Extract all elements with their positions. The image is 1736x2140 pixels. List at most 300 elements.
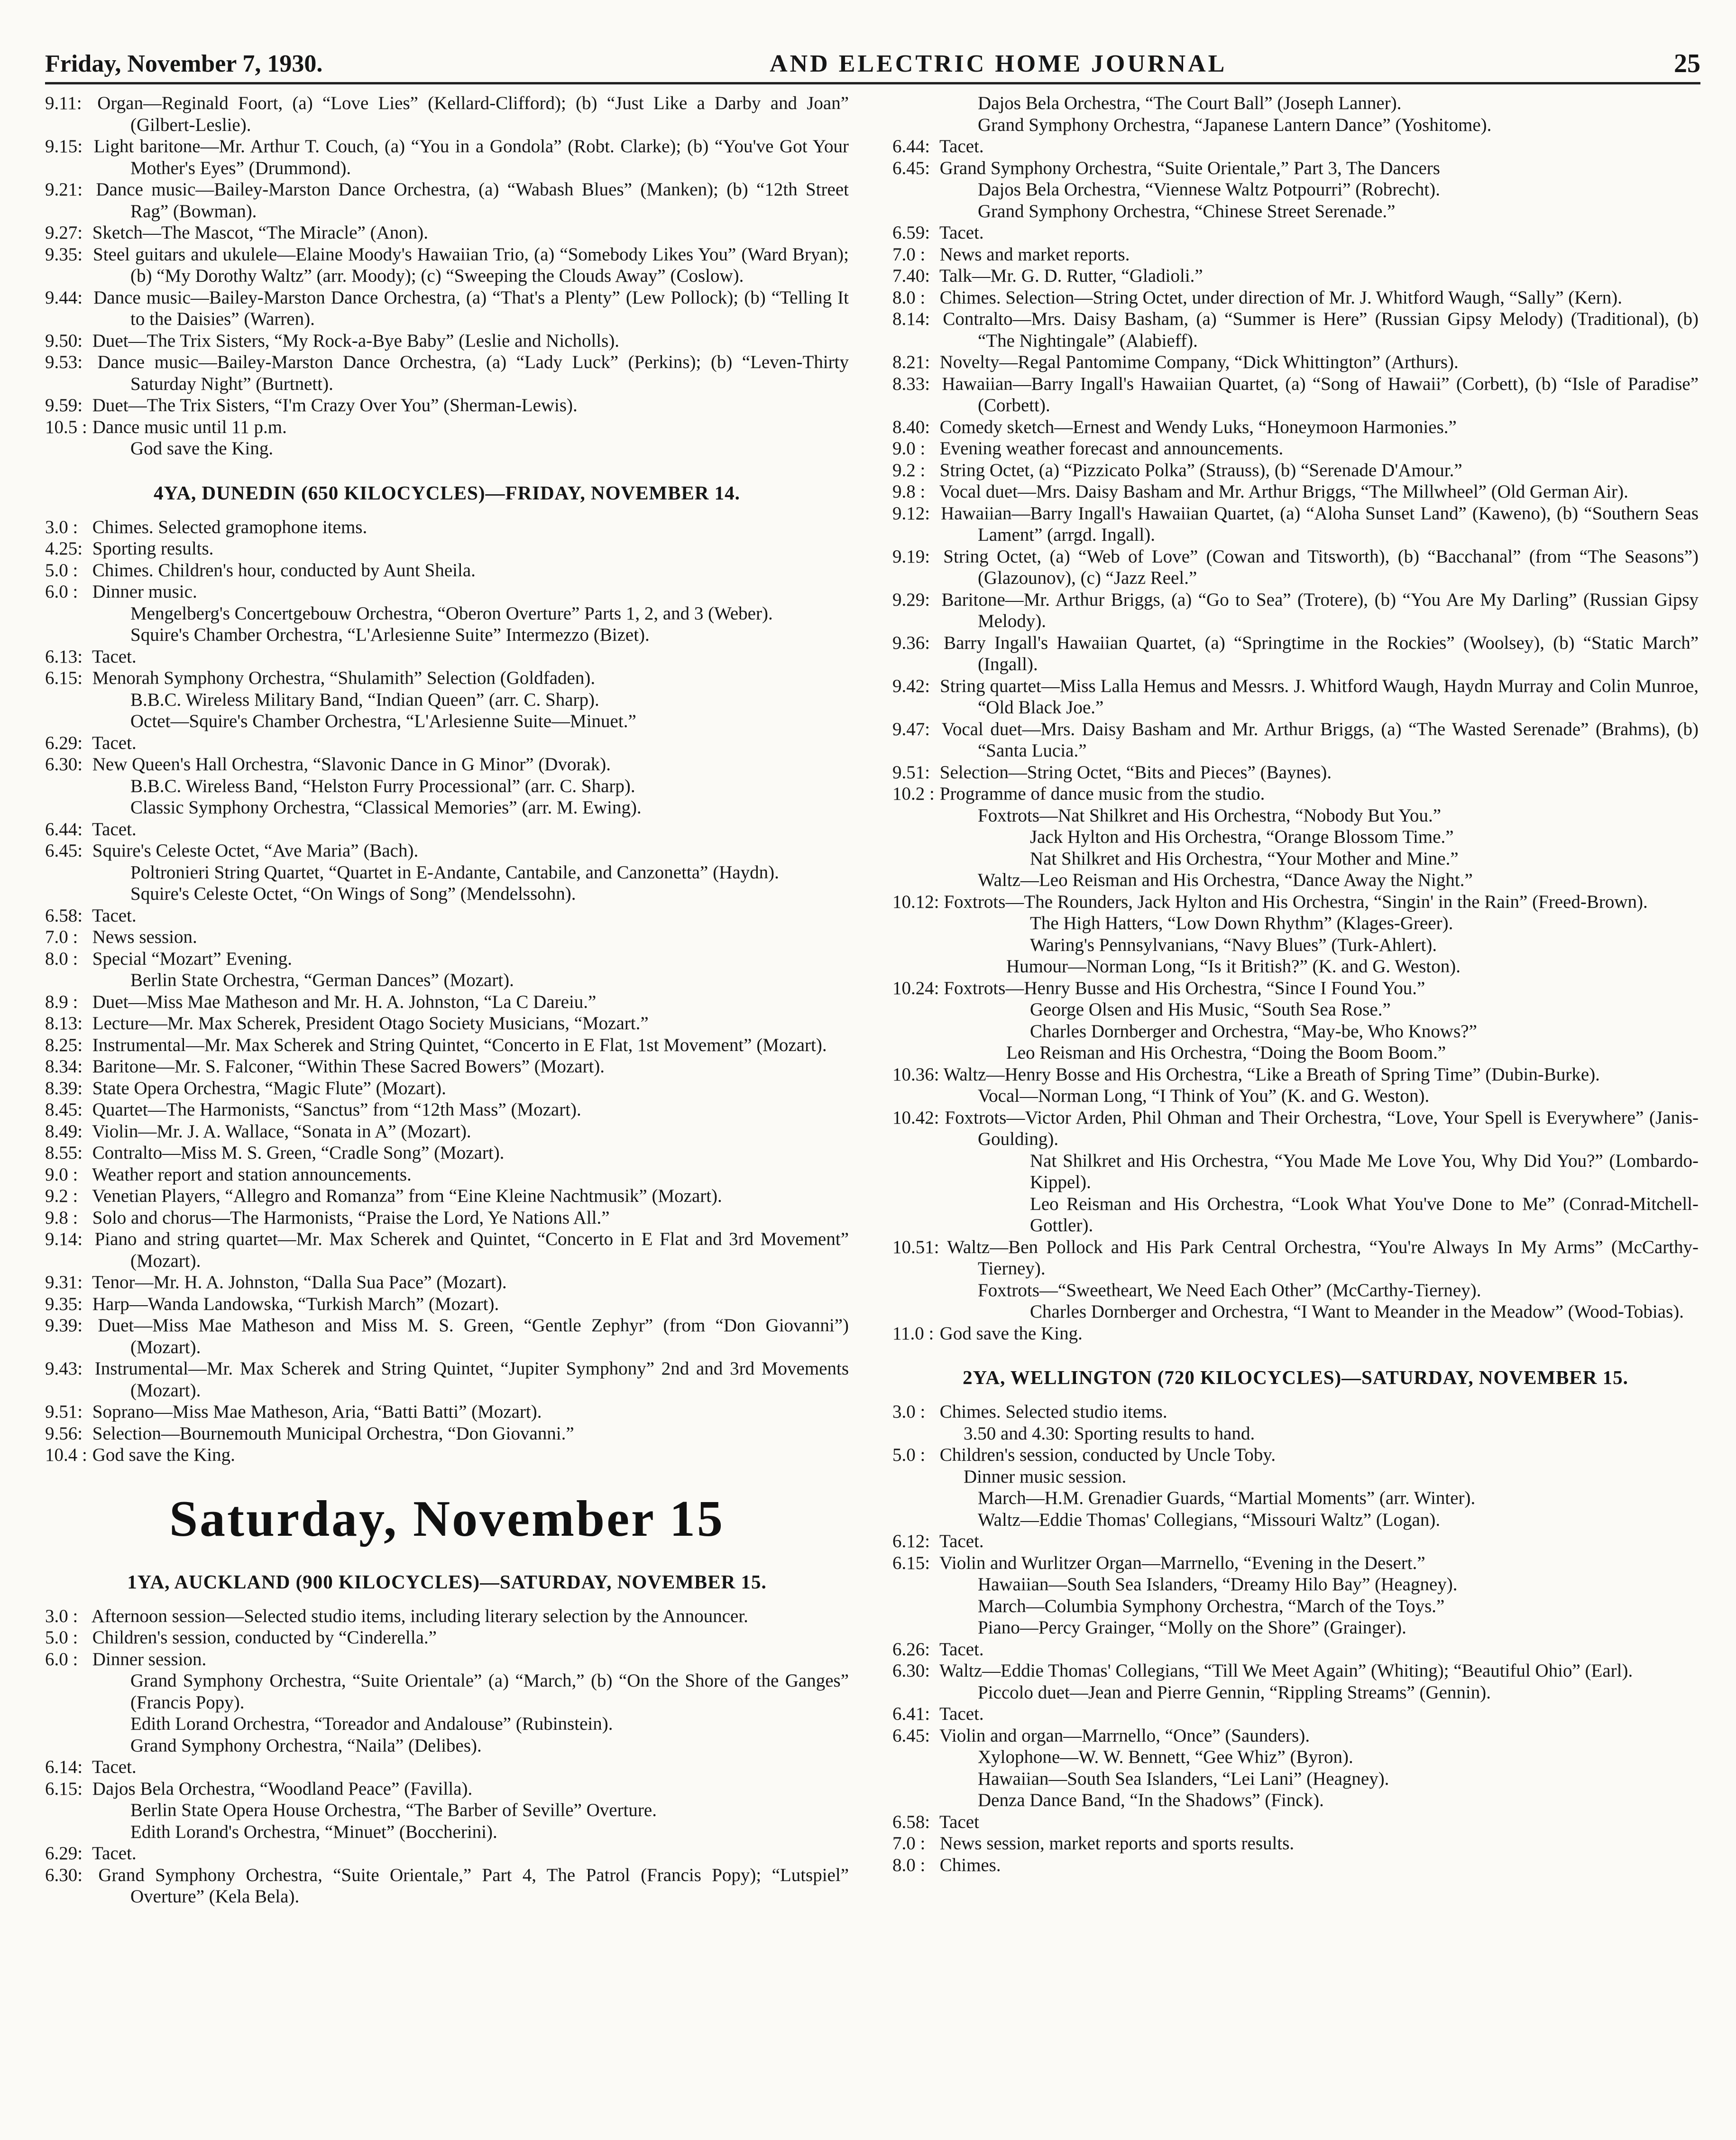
entry-text: Grand Symphony Orchestra, “Suite Orientale” (a) “March,” (b) “On the Shore of the Ganges” (Francis Popy). [130, 1670, 849, 1713]
entry-text: Piano and string quartet—Mr. Max Scherek and Quintet, “Concerto in E Flat and 3rd Movement” (Mozart). [94, 1229, 849, 1271]
entry-text: Chimes. Children's hour, conducted by Aunt Sheila. [92, 560, 476, 581]
entry-time: 6.15: [892, 1552, 930, 1573]
programme-entry [45, 667, 849, 689]
programme-entry [892, 1703, 1699, 1725]
programme-entry [892, 503, 1699, 546]
programme-entry [45, 416, 849, 438]
entry-text: Vocal duet—Mrs. Daisy Basham and Mr. Arthur Briggs, (a) “The Wasted Serenade” (Brahms), (b) “Santa Lucia.” [941, 719, 1699, 761]
programme-entry [45, 948, 849, 970]
entry-time: 9.35: [45, 1293, 83, 1314]
entry-time: 3.50 and 4.30: [964, 1423, 1070, 1444]
programme-entry [892, 956, 1699, 978]
entry-text: Dinner session. [92, 1649, 207, 1670]
programme-entry [892, 1021, 1699, 1042]
entry-time: 6.44: [892, 136, 930, 157]
programme-entry [45, 1401, 849, 1423]
programme-entry [892, 762, 1699, 784]
entry-text: Grand Symphony Orchestra, “Japanese Lantern Dance” (Yoshitome). [978, 114, 1492, 135]
entry-text: Jack Hylton and His Orchestra, “Orange Blossom Time.” [1030, 827, 1454, 847]
entry-text: The High Hatters, “Low Down Rhythm” (Klages-Greer). [1030, 913, 1453, 933]
entry-text: Vocal duet—Mrs. Daisy Basham and Mr. Arthur Briggs, “The Millwheel” (Old German Air). [939, 481, 1628, 502]
programme-entry [892, 373, 1699, 416]
entry-time: 9.50: [45, 330, 83, 351]
entry-text: Mengelberg's Concertgebouw Orchestra, “Oberon Overture” Parts 1, 2, and 3 (Weber). [130, 603, 773, 624]
entry-time: 9.11: [45, 93, 82, 113]
programme-entry [45, 1756, 849, 1778]
entry-time: 8.9 : [45, 991, 78, 1012]
programme-entry [45, 222, 849, 244]
entry-text: Dance music—Bailey-Marston Dance Orchestra, (a) “Lady Luck” (Perkins); (b) “Leven-Thirty Saturday Night” (Burtnett). [97, 352, 849, 394]
entry-time: 9.56: [45, 1423, 83, 1444]
entry-text: Instrumental—Mr. Max Scherek and String Quintet, “Concerto in E Flat, 1st Movement” (Mozart). [92, 1034, 827, 1055]
entry-text: Grand Symphony Orchestra, “Suite Orientale,” Part 4, The Patrol (Francis Popy); “Lutspiel” Overture” (Kela Bela). [98, 1864, 849, 1907]
entry-time: 10.4 : [45, 1445, 87, 1465]
entry-text: Poltronieri String Quartet, “Quartet in E-Andante, Cantabile, and Canzonetta” (Haydn). [130, 862, 779, 883]
entry-text: Sporting results to hand. [1074, 1423, 1255, 1444]
programme-entry [892, 1725, 1699, 1747]
programme-entry [892, 999, 1699, 1021]
programme-entry [45, 1627, 849, 1649]
programme-entry [45, 689, 849, 711]
entry-text: God save the King. [130, 438, 274, 459]
programme-entry [892, 1444, 1699, 1466]
programme-entry [45, 1864, 849, 1908]
entry-text: Menorah Symphony Orchestra, “Shulamith” Selection (Goldfaden). [92, 668, 596, 688]
entry-time: 10.24: [892, 978, 939, 998]
entry-text: Instrumental—Mr. Max Scherek and String Quintet, “Jupiter Symphony” 2nd and 3rd Movements (Mozart). [94, 1358, 849, 1401]
programme-entry [892, 416, 1699, 438]
entry-text: Tacet. [92, 646, 137, 667]
entry-text: Children's session, conducted by Uncle Toby. [939, 1445, 1276, 1465]
programme-entry [45, 1056, 849, 1078]
entry-text: Tenor—Mr. H. A. Johnston, “Dalla Sua Pace” (Mozart). [92, 1272, 507, 1292]
programme-entry [892, 1660, 1699, 1682]
programme-entry [892, 546, 1699, 589]
entry-text: Hawaiian—Barry Ingall's Hawaiian Quartet, (a) “Song of Hawaii” (Corbett), (b) “Isle of Paradise” (Corbett). [942, 373, 1699, 415]
entry-text: Humour—Norman Long, “Is it British?” (K. and G. Weston). [1006, 956, 1460, 977]
entry-time: 6.45: [45, 840, 83, 861]
auckland-programme [45, 1605, 849, 1908]
programme-entry [45, 92, 849, 136]
entry-text: New Queen's Hall Orchestra, “Slavonic Dance in G Minor” (Dvorak). [92, 754, 611, 775]
entry-text: Squire's Celeste Octet, “Ave Maria” (Bach). [92, 840, 419, 861]
entry-text: Lecture—Mr. Max Scherek, President Otago Society Musicians, “Mozart.” [92, 1013, 649, 1033]
programme-entry [45, 1843, 849, 1864]
programme-entry [45, 1735, 849, 1757]
entry-time: 8.40: [892, 416, 930, 437]
entry-text: Grand Symphony Orchestra, “Suite Orientale,” Part 3, The Dancers [939, 157, 1440, 178]
programme-entry [892, 934, 1699, 956]
entry-text: Tacet [939, 1811, 979, 1832]
entry-text: Dajos Bela Orchestra, “Woodland Peace” (Favilla). [92, 1778, 473, 1799]
entry-time: 8.49: [45, 1121, 83, 1142]
entry-text: Classic Symphony Orchestra, “Classical Memories” (arr. M. Ewing). [130, 797, 642, 818]
entry-time: 9.51: [45, 1402, 83, 1422]
programme-entry [892, 978, 1699, 999]
programme-entry [892, 1682, 1699, 1704]
entry-time: 9.36: [892, 632, 930, 653]
entry-text: Waltz—Henry Bosse and His Orchestra, “Like a Breath of Spring Time” (Dubin-Burke). [943, 1064, 1600, 1085]
programme-entry [892, 1064, 1699, 1086]
entry-time: 9.43: [45, 1358, 83, 1379]
programme-entry [45, 1821, 849, 1843]
entry-text: Dance music—Bailey-Marston Dance Orchestra, (a) “That's a Plenty” (Lew Pollock); (b) “Telling It to the Daisies” (Warren). [93, 287, 849, 329]
day-heading: Saturday, November 15 [169, 1490, 725, 1547]
section-heading-auckland: 1YA, AUCKLAND (900 KILOCYCLES)—SATURDAY, NOVEMBER 15. [127, 1570, 767, 1593]
programme-entry [892, 1280, 1699, 1301]
programme-entry [892, 1323, 1699, 1345]
programme-entry [45, 819, 849, 840]
entry-time: 6.29: [45, 732, 83, 753]
programme-entry [892, 1150, 1699, 1193]
programme-entry [45, 1185, 849, 1207]
programme-entry [45, 905, 849, 927]
entry-time: 8.0 : [892, 1854, 926, 1875]
programme-entry [45, 1142, 849, 1164]
entry-text: Children's session, conducted by “Cinderella.” [92, 1627, 437, 1648]
entry-text: Tacet. [939, 1704, 984, 1724]
entry-time: 10.51: [892, 1236, 939, 1257]
entry-text: Novelty—Regal Pantomime Company, “Dick Whittington” (Arthurs). [939, 352, 1459, 372]
entry-time: 6.13: [45, 646, 83, 667]
entry-time: 10.5 : [45, 416, 87, 437]
programme-entry [892, 632, 1699, 675]
entry-time: 9.59: [45, 395, 83, 415]
page-number: 25 [1673, 49, 1700, 78]
entry-text: Nat Shilkret and His Orchestra, “You Made Me Love You, Why Did You?” (Lombardo-Kippel). [1030, 1150, 1699, 1192]
programme-entry [45, 330, 849, 352]
entry-text: Tacet. [92, 905, 137, 926]
entry-text: Steel guitars and ukulele—Elaine Moody's Hawaiian Trio, (a) “Somebody Likes You” (Ward Bryan); (b) “My Dorothy Waltz” (arr. Moody); (c) “Sweeping the Clouds Away” (Coslow). [93, 244, 849, 286]
entry-text: Evening weather forecast and announcements. [939, 438, 1284, 459]
programme-entry [892, 1789, 1699, 1811]
entry-text: Tacet. [939, 136, 984, 157]
programme-entry [45, 1444, 849, 1466]
entry-text: Duet—Miss Mae Matheson and Mr. H. A. Johnston, “La C Dareiu.” [92, 991, 597, 1012]
programme-entry [892, 1401, 1699, 1423]
programme-entry [45, 179, 849, 222]
programme-entry [892, 1617, 1699, 1639]
entry-time: 6.0 : [45, 1649, 78, 1670]
entry-text: Special “Mozart” Evening. [92, 948, 292, 969]
entry-time: 8.33: [892, 373, 930, 394]
entry-text: Waltz—Ben Pollock and His Park Central Orchestra, “You're Always In My Arms” (McCarthy-Tierney). [947, 1236, 1699, 1279]
entry-time: 8.34: [45, 1056, 83, 1077]
entry-text: Tacet. [92, 1757, 137, 1777]
section-heading-wellington: 2YA, WELLINGTON (720 KILOCYCLES)—SATURDAY, NOVEMBER 15. [963, 1366, 1628, 1388]
programme-entry [892, 201, 1699, 222]
entry-text: Denza Dance Band, “In the Shadows” (Finck). [978, 1790, 1324, 1810]
programme-entry [892, 1574, 1699, 1596]
entry-time: 5.0 : [892, 1445, 926, 1465]
programme-entry [45, 1778, 849, 1800]
programme-entry [45, 1272, 849, 1293]
entry-time: 8.13: [45, 1013, 83, 1033]
entry-text: Selection—Bournemouth Municipal Orchestra, “Don Giovanni.” [92, 1423, 574, 1444]
entry-time: 8.55: [45, 1143, 83, 1163]
entry-time: 8.25: [45, 1034, 83, 1055]
entry-text: Duet—The Trix Sisters, “I'm Crazy Over You” (Sherman-Lewis). [92, 395, 578, 415]
programme-entry [892, 1509, 1699, 1531]
entry-text: Hawaiian—South Sea Islanders, “Dreamy Hilo Bay” (Heagney). [978, 1574, 1458, 1595]
entry-text: Contralto—Mrs. Daisy Basham, (a) “Summer is Here” (Russian Gipsy Melody) (Traditional), (b) “The Nightingale” (Alabieff). [943, 309, 1699, 351]
entry-time: 9.35: [45, 244, 83, 265]
programme-entry [892, 1085, 1699, 1107]
programme-entry [45, 732, 849, 754]
programme-entry [892, 1466, 1699, 1488]
dunedin-programme [45, 517, 849, 1466]
entry-time: 6.30: [45, 754, 83, 775]
entry-text: Octet—Squire's Chamber Orchestra, “L'Arlesienne Suite—Minuet.” [130, 711, 636, 731]
entry-time: 9.0 : [45, 1164, 78, 1185]
programme-entry [892, 848, 1699, 870]
entry-text: Berlin State Orchestra, “German Dances” (Mozart). [130, 970, 514, 990]
entry-time: 9.27: [45, 222, 83, 243]
programme-entry [892, 913, 1699, 934]
entry-text: Duet—Miss Mae Matheson and Miss M. S. Green, “Gentle Zephyr” (from “Don Giovanni”) (Mozart). [98, 1315, 849, 1357]
entry-text: Baritone—Mr. S. Falconer, “Within These Sacred Bowers” (Mozart). [92, 1056, 605, 1077]
entry-time: 9.51: [892, 762, 930, 783]
entry-text: Waring's Pennsylvanians, “Navy Blues” (Turk-Ahlert). [1030, 934, 1437, 955]
entry-text: Baritone—Mr. Arthur Briggs, (a) “Go to Sea” (Trotere), (b) “You Are My Darling” (Russian Gipsy Melody). [941, 589, 1699, 631]
programme-entry [45, 1423, 849, 1445]
programme-entry [45, 560, 849, 581]
entry-time: 8.21: [892, 352, 930, 372]
programme-entry [892, 136, 1699, 157]
programme-entry [45, 840, 849, 862]
entry-time: 6.58: [892, 1811, 930, 1832]
entry-time: 10.12: [892, 891, 939, 912]
entry-time: 9.21: [45, 179, 83, 200]
entry-time: 9.12: [892, 503, 930, 524]
entry-time: 9.2 : [892, 460, 926, 480]
programme-entry [45, 1713, 849, 1735]
entry-time: 6.26: [892, 1639, 930, 1660]
entry-time: 3.0 : [45, 1605, 78, 1626]
programme-entry [45, 1099, 849, 1121]
programme-entry [892, 1639, 1699, 1660]
entry-time: 3.0 : [892, 1402, 926, 1422]
programme-entry [892, 308, 1699, 351]
programme-entry [45, 538, 849, 560]
entry-time: 8.0 : [45, 948, 78, 969]
programme-entry [45, 517, 849, 538]
entry-text: Talk—Mr. G. D. Rutter, “Gladioli.” [939, 266, 1203, 286]
programme-entry [892, 351, 1699, 373]
entry-time: 3.0 : [45, 517, 78, 537]
entry-text: Foxtrots—Victor Arden, Phil Ohman and Their Orchestra, “Love, Your Spell is Everywhere” (Janis-Goulding). [945, 1107, 1699, 1149]
entry-time: 6.12: [892, 1531, 930, 1551]
entry-text: Violin—Mr. J. A. Wallace, “Sonata in A” (Mozart). [92, 1121, 471, 1142]
entry-text: Harp—Wanda Landowska, “Turkish March” (Mozart). [92, 1293, 499, 1314]
entry-time: 7.40: [892, 266, 930, 286]
programme-entry [45, 351, 849, 395]
programme-entry [45, 754, 849, 775]
programme-entry [892, 589, 1699, 632]
programme-entry [892, 1531, 1699, 1552]
programme-entry [892, 92, 1699, 114]
programme-entry [45, 603, 849, 625]
entry-text: Dajos Bela Orchestra, “Viennese Waltz Potpourri” (Robrecht). [978, 179, 1440, 200]
entry-text: Dance music until 11 p.m. [92, 416, 287, 437]
entry-time: 9.39: [45, 1315, 83, 1336]
programme-entry [892, 1768, 1699, 1790]
entry-text: George Olsen and His Music, “South Sea Rose.” [1030, 999, 1391, 1020]
programme-entry [892, 826, 1699, 848]
entry-text: Hawaiian—South Sea Islanders, “Lei Lani” (Heagney). [978, 1768, 1389, 1789]
entry-text: Waltz—Eddie Thomas' Collegians, “Missouri Waltz” (Logan). [978, 1509, 1441, 1530]
entry-text: March—H.M. Grenadier Guards, “Martial Moments” (arr. Winter). [978, 1488, 1476, 1508]
entry-time: 6.59: [892, 222, 930, 243]
entry-time: 9.47: [892, 719, 930, 739]
programme-entry [892, 675, 1699, 719]
entry-time: 7.0 : [892, 244, 926, 265]
entry-time: 9.0 : [892, 438, 926, 459]
entry-text: Comedy sketch—Ernest and Wendy Luks, “Honeymoon Harmonies.” [939, 416, 1457, 437]
entry-text: March—Columbia Symphony Orchestra, “March of the Toys.” [978, 1596, 1445, 1616]
programme-entry [45, 862, 849, 884]
entry-time: 6.41: [892, 1704, 930, 1724]
entry-text: Chimes. Selected gramophone items. [92, 517, 367, 537]
entry-text: Dinner music. [92, 581, 197, 602]
entry-time: 10.42: [892, 1107, 939, 1128]
entry-time: 6.15: [45, 1778, 83, 1799]
entry-text: Dinner music session. [964, 1466, 1127, 1487]
programme-entry [892, 265, 1699, 287]
entry-time: 6.15: [45, 668, 83, 688]
entry-time: 6.0 : [45, 581, 78, 602]
entry-text: State Opera Orchestra, “Magic Flute” (Mozart). [92, 1078, 446, 1098]
entry-text: Sketch—The Mascot, “The Miracle” (Anon). [92, 222, 428, 243]
programme-entry [892, 1042, 1699, 1064]
programme-entry [45, 1013, 849, 1034]
entry-text: Leo Reisman and His Orchestra, “Doing the Boom Boom.” [1006, 1042, 1446, 1063]
entry-time: 9.15: [45, 136, 83, 157]
programme-entry [892, 179, 1699, 201]
programme-entry [892, 481, 1699, 503]
entry-time: 6.30: [45, 1864, 83, 1885]
programme-entry [892, 1596, 1699, 1617]
programme-entry [892, 157, 1699, 179]
entry-text: Tacet. [939, 222, 984, 243]
entry-text: Hawaiian—Barry Ingall's Hawaiian Quartet, (a) “Aloha Sunset Land” (Kaweno), (b) “Southern Seas Lament” (arrgd. Ingall). [941, 503, 1699, 545]
programme-entry [892, 1833, 1699, 1854]
programme-entry [892, 869, 1699, 891]
entry-text: Edith Lorand Orchestra, “Toreador and Andalouse” (Rubinstein). [130, 1714, 613, 1734]
entry-time: 11.0 : [892, 1323, 934, 1344]
entry-text: Violin and organ—Marrnello, “Once” (Saunders). [939, 1725, 1310, 1746]
entry-text: String quartet—Miss Lalla Hemus and Messrs. J. Whitford Waugh, Haydn Murray and Colin Munroe, “Old Black Joe.” [940, 675, 1699, 718]
entry-text: Squire's Chamber Orchestra, “L'Arlesienne Suite” Intermezzo (Bizet). [130, 625, 650, 645]
programme-entry [892, 719, 1699, 762]
entry-text: News session, market reports and sports results. [939, 1833, 1295, 1854]
entry-text: Grand Symphony Orchestra, “Chinese Street Serenade.” [978, 201, 1396, 221]
entry-time: 9.19: [892, 546, 930, 567]
entry-text: Chimes. Selection—String Octet, under direction of Mr. J. Whitford Waugh, “Sally” (Kern). [939, 287, 1622, 308]
entry-text: Xylophone—W. W. Bennett, “Gee Whiz” (Byron). [978, 1747, 1353, 1767]
programme-entry [45, 136, 849, 179]
entry-time: 7.0 : [892, 1833, 926, 1854]
entry-text: Contralto—Miss M. S. Green, “Cradle Song” (Mozart). [92, 1143, 505, 1163]
entry-time: 6.30: [892, 1660, 930, 1681]
entry-text: Tacet. [939, 1531, 984, 1551]
entry-time: 10.2 : [892, 784, 935, 804]
entry-text: Light baritone—Mr. Arthur T. Couch, (a) “You in a Gondola” (Robt. Clarke); (b) “You've Got Your Mother's Eyes” (Drummond). [93, 136, 849, 178]
entry-text: Barry Ingall's Hawaiian Quartet, (a) “Springtime in the Rockies” (Woolsey), (b) “Static March” (Ingall). [944, 632, 1699, 674]
programme-entry [45, 624, 849, 646]
friday-late-programme [45, 92, 849, 460]
programme-entry [892, 1236, 1699, 1280]
entry-text: Selection—String Octet, “Bits and Pieces” (Baynes). [939, 762, 1332, 783]
entry-text: Charles Dornberger and Orchestra, “May-be, Who Knows?” [1030, 1021, 1477, 1042]
programme-entry [45, 438, 849, 460]
entry-time: 8.39: [45, 1078, 83, 1098]
left-column [45, 92, 849, 2122]
entry-time: 9.8 : [892, 481, 926, 502]
programme-entry [45, 1315, 849, 1358]
entry-time: 9.8 : [45, 1207, 78, 1228]
programme-entry [45, 1799, 849, 1821]
entry-text: Foxtrots—The Rounders, Jack Hylton and His Orchestra, “Singin' in the Rain” (Freed-Brown). [944, 891, 1648, 912]
entry-text: Solo and chorus—The Harmonists, “Praise the Lord, Ye Nations All.” [92, 1207, 610, 1228]
programme-entry [892, 1811, 1699, 1833]
programme-entry [45, 244, 849, 287]
entry-time: 9.14: [45, 1229, 83, 1249]
entry-time: 6.58: [45, 905, 83, 926]
programme-entry [892, 460, 1699, 481]
entry-time: 8.45: [45, 1099, 83, 1120]
programme-entry [45, 775, 849, 797]
entry-time: 9.31: [45, 1272, 83, 1292]
issue-date: Friday, November 7, 1930. [45, 50, 323, 77]
entry-text: Tacet. [939, 1639, 984, 1660]
entry-text: Piano—Percy Grainger, “Molly on the Shore” (Grainger). [978, 1617, 1406, 1638]
entry-text: B.B.C. Wireless Military Band, “Indian Queen” (arr. C. Sharp). [130, 689, 599, 710]
wellington-programme [892, 1401, 1699, 1876]
programme-entry [45, 1164, 849, 1186]
entry-text: Tacet. [92, 732, 137, 753]
programme-entry [45, 710, 849, 732]
programme-entry [45, 1207, 849, 1229]
entry-time: 8.0 : [892, 287, 926, 308]
entry-time: 9.44: [45, 287, 83, 308]
entry-text: Tacet. [92, 819, 137, 839]
entry-text: Weather report and station announcements. [92, 1164, 412, 1185]
programme-entry [892, 783, 1699, 805]
programme-entry [892, 438, 1699, 460]
programme-entry [45, 1034, 849, 1056]
programme-entry [45, 646, 849, 668]
entry-time: 6.29: [45, 1843, 83, 1863]
entry-text: God save the King. [939, 1323, 1083, 1344]
entry-time: 9.42: [892, 675, 930, 696]
programme-entry [892, 891, 1699, 913]
entry-text: Charles Dornberger and Orchestra, “I Want to Meander in the Meadow” (Wood-Tobias). [1030, 1301, 1684, 1322]
programme-entry [892, 1423, 1699, 1445]
programme-entry [45, 991, 849, 1013]
programme-entry [45, 1228, 849, 1272]
programme-entry [45, 581, 849, 603]
journal-title: AND ELECTRIC HOME JOURNAL [770, 50, 1227, 77]
entry-text: Foxtrots—Henry Busse and His Orchestra, “Since I Found You.” [944, 978, 1425, 998]
section-heading-dunedin: 4YA, DUNEDIN (650 KILOCYCLES)—FRIDAY, NOVEMBER 14. [154, 481, 740, 504]
entry-text: Grand Symphony Orchestra, “Naila” (Delibes). [130, 1735, 482, 1756]
entry-text: Violin and Wurlitzer Organ—Marrnello, “Evening in the Desert.” [939, 1552, 1425, 1573]
entry-text: Tacet. [92, 1843, 137, 1863]
programme-entry [892, 1487, 1699, 1509]
entry-time: 9.29: [892, 589, 930, 610]
entry-time: 9.2 : [45, 1186, 78, 1206]
